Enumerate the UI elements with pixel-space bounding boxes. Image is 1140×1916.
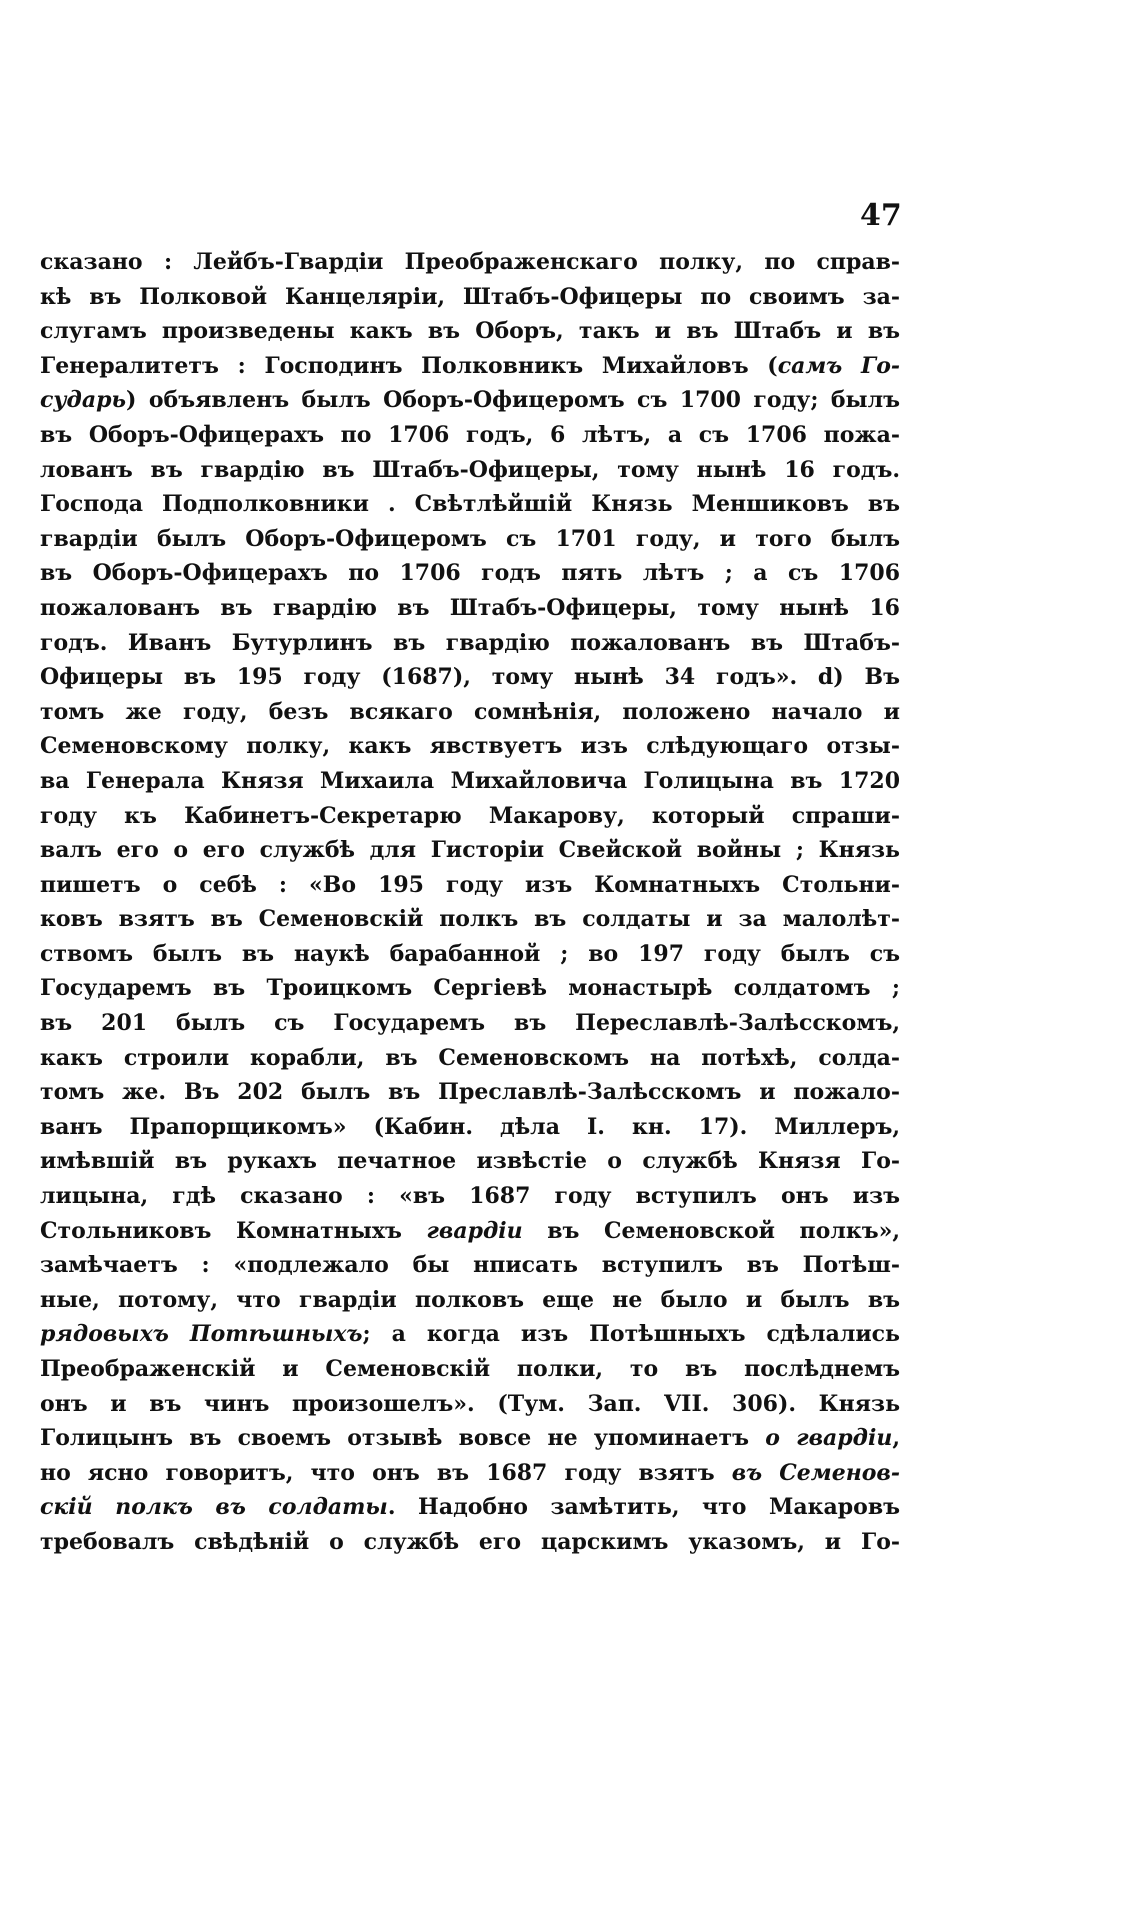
- text-line: [40, 1352, 900, 1387]
- text-line: [40, 729, 900, 764]
- text-segment: онъ и въ чинъ произошелъ». (Тум. Зап. VII. 306). Князь: [40, 1390, 900, 1417]
- text-line: [40, 1421, 900, 1456]
- text-line: [40, 383, 900, 418]
- text-line: [40, 1006, 900, 1041]
- text-segment: Офицеры въ 195 году (1687), тому нынѣ 34 годъ». d) Въ: [40, 664, 900, 691]
- text-segment: лицына, гдѣ сказано : «въ 1687 году вступилъ онъ изъ: [40, 1183, 900, 1210]
- text-segment: въ Оборъ-Офицерахъ по 1706 годъ пять лѣтъ ; а съ 1706: [40, 560, 900, 587]
- text-line: [40, 1490, 900, 1525]
- text-segment: . Надобно замѣтить, что Макаровъ: [387, 1494, 900, 1521]
- italic-text-segment: въ Семенов-: [731, 1459, 900, 1486]
- text-segment: пожалованъ въ гвардію въ Штабъ-Офицеры, тому нынѣ 16: [40, 594, 900, 621]
- text-segment: но ясно говоритъ, что онъ въ 1687 году взятъ: [40, 1459, 732, 1486]
- text-segment: Генералитетъ : Господинъ Полковникъ Михайловъ (: [40, 352, 778, 379]
- text-line: [40, 764, 900, 799]
- text-segment: ствомъ былъ въ наукѣ барабанной ; во 197 году былъ съ: [40, 940, 900, 967]
- text-line: [40, 418, 900, 453]
- text-segment: году къ Кабинетъ-Секретарю Макарову, который спраши-: [40, 802, 900, 829]
- text-segment: Стольниковъ Комнатныхъ: [40, 1217, 427, 1244]
- text-line: [40, 280, 900, 315]
- italic-text-segment: рядовыхъ Потѣшныхъ: [40, 1321, 363, 1348]
- body-text: [40, 245, 900, 1560]
- text-segment: ванъ Прапорщикомъ» (Кабин. дѣла I. кн. 17). Миллеръ,: [40, 1113, 900, 1140]
- text-segment: ные, потому, что гвардіи полковъ еще не было и былъ въ: [40, 1286, 900, 1313]
- text-segment: замѣчаетъ : «подлежало бы нписать вступилъ въ Потѣш-: [40, 1252, 900, 1279]
- text-line: [40, 695, 900, 730]
- text-line: [40, 660, 900, 695]
- text-line: [40, 453, 900, 488]
- text-segment: ; а когда изъ Потѣшныхъ сдѣлались: [362, 1321, 900, 1348]
- text-segment: ,: [892, 1425, 900, 1452]
- text-segment: пишетъ о себѣ : «Во 195 году изъ Комнатныхъ Стольни-: [40, 871, 900, 898]
- text-line: [40, 1075, 900, 1110]
- text-line: [40, 1317, 900, 1352]
- text-segment: Преображенскій и Семеновскій полки, то въ послѣднемъ: [40, 1356, 900, 1382]
- text-segment: въ Семеновской полкъ»,: [522, 1217, 900, 1244]
- text-line: [40, 591, 900, 626]
- text-segment: въ 201 былъ съ Государемъ въ Переславлѣ-Залѣсскомъ,: [40, 1010, 900, 1037]
- text-line: [40, 1179, 900, 1214]
- text-segment: томъ же. Въ 202 былъ въ Преславлѣ-Залѣсскомъ и пожало-: [40, 1079, 900, 1106]
- text-segment: гвардіи былъ Оборъ-Офицеромъ съ 1701 году, и того былъ: [40, 525, 900, 552]
- text-segment: какъ строили корабли, въ Семеновскомъ на потѣхѣ, солда-: [40, 1044, 900, 1071]
- text-segment: лованъ въ гвардію въ Штабъ-Офицеры, тому нынѣ 16 годъ.: [40, 456, 900, 483]
- text-line: [40, 487, 900, 522]
- italic-text-segment: скій полкъ въ солдаты: [40, 1494, 388, 1521]
- text-line: [40, 971, 900, 1006]
- text-line: [40, 245, 900, 280]
- text-line: [40, 556, 900, 591]
- italic-text-segment: сударь: [40, 387, 127, 414]
- text-line: [40, 868, 900, 903]
- text-line: [40, 902, 900, 937]
- italic-text-segment: гвардіи: [426, 1217, 523, 1244]
- text-segment: слугамъ произведены какъ въ Оборъ, такъ и въ Штабъ и въ: [40, 318, 900, 345]
- text-segment: въ Оборъ-Офицерахъ по 1706 годъ, 6 лѣтъ, а съ 1706 пожа-: [40, 421, 900, 448]
- text-line: [40, 522, 900, 557]
- text-line: [40, 833, 900, 868]
- text-segment: Государемъ въ Троицкомъ Сергіевѣ монастырѣ солдатомъ ;: [40, 975, 900, 1002]
- text-segment: требовалъ свѣдѣній о службѣ его царскимъ указомъ, и Го-: [40, 1528, 900, 1555]
- text-line: [40, 1110, 900, 1145]
- text-line: [40, 1144, 900, 1179]
- italic-text-segment: самъ Го-: [777, 352, 900, 379]
- text-segment: кѣ въ Полковой Канцеляріи, Штабъ-Офицеры по своимъ за-: [40, 283, 900, 310]
- text-segment: сказано : Лейбъ-Гвардіи Преображенскаго полку, по справ-: [40, 249, 900, 275]
- text-segment: ковъ взятъ въ Семеновскій полкъ въ солдаты и за малолѣт-: [40, 906, 900, 933]
- text-line: [40, 1041, 900, 1076]
- text-line: [40, 314, 900, 349]
- text-line: [40, 1387, 900, 1422]
- text-line: [40, 626, 900, 661]
- text-segment: Семеновскому полку, какъ явствуетъ изъ слѣдующаго отзы-: [40, 733, 900, 760]
- page-number: 47: [860, 198, 902, 233]
- text-line: [40, 799, 900, 834]
- text-segment: ) объявленъ былъ Оборъ-Офицеромъ съ 1700 году; былъ: [126, 387, 900, 414]
- text-line: [40, 1456, 900, 1491]
- italic-text-segment: о гвардіи: [765, 1425, 893, 1452]
- text-segment: Голицынъ въ своемъ отзывѣ вовсе не упоминаетъ: [40, 1425, 766, 1452]
- text-line: [40, 349, 900, 384]
- text-segment: валъ его о его службѣ для Гисторіи Свейской войны ; Князь: [40, 837, 900, 864]
- text-segment: Господа Подполковники . Свѣтлѣйшій Князь Меншиковъ въ: [40, 491, 900, 518]
- text-line: [40, 1214, 900, 1249]
- text-line: [40, 937, 900, 972]
- text-line: [40, 1248, 900, 1283]
- text-segment: годъ. Иванъ Бутурлинъ въ гвардію пожалованъ въ Штабъ-: [40, 629, 900, 656]
- text-segment: ва Генерала Князя Михаила Михайловича Голицына въ 1720: [40, 767, 900, 794]
- text-line: [40, 1525, 900, 1560]
- text-segment: томъ же году, безъ всякаго сомнѣнія, положено начало и: [40, 698, 900, 725]
- text-segment: имѣвшій въ рукахъ печатное извѣстіе о службѣ Князя Го-: [40, 1148, 900, 1175]
- text-line: [40, 1283, 900, 1318]
